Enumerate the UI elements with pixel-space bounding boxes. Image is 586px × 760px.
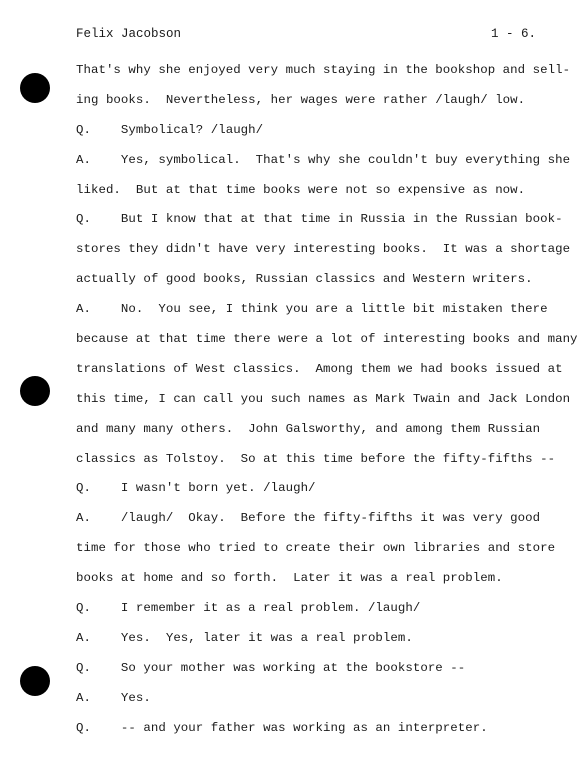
transcript-line: Q. -- and your father was working as an interpreter.	[76, 720, 488, 735]
transcript-line: books at home and so forth. Later it was a real problem.	[76, 571, 503, 586]
transcript-line: time for those who tried to create their own libraries and store	[76, 541, 556, 556]
transcript-line: A. /laugh/ Okay. Before the fifty-fifths it was very good	[76, 511, 541, 526]
transcript-line: and many many others. John Galsworthy, and among them Russian	[76, 421, 541, 436]
binder-hole-top	[20, 73, 50, 103]
page-number: 1 - 6.	[490, 27, 536, 41]
transcript-line: liked. But at that time books were not so expensive as now.	[76, 182, 526, 197]
transcript-line: A. Yes. Yes, later it was a real problem.	[76, 630, 413, 645]
transcript-line: A. Yes.	[76, 690, 151, 705]
transcript-line: Q. So your mother was working at the bookstore --	[76, 660, 466, 675]
transcript-line: Q. Symbolical? /laugh/	[76, 122, 264, 137]
transcript-line: Q. But I know that at that time in Russia in the Russian book-	[76, 212, 563, 227]
transcript-line: That's why she enjoyed very much staying in the bookshop and sell-	[76, 63, 571, 77]
interviewee-name: Felix Jacobson	[76, 27, 182, 41]
transcript-line: A. No. You see, I think you are a little bit mistaken there	[76, 302, 548, 317]
transcript-line: this time, I can call you such names as Mark Twain and Jack London	[76, 391, 571, 406]
transcript-line: A. Yes, symbolical. That's why she couldn't buy everything she	[76, 152, 571, 167]
transcript-line: classics as Tolstoy. So at this time before the fifty-fifths --	[76, 451, 556, 466]
transcript-line: stores they didn't have very interesting books. It was a shortage	[76, 242, 571, 257]
transcript-line: because at that time there were a lot of interesting books and many	[76, 332, 578, 347]
transcript-line: Q. I remember it as a real problem. /laugh/	[76, 601, 421, 616]
transcript-line: actually of good books, Russian classics and Western writers.	[76, 272, 533, 287]
binder-hole-bottom	[20, 666, 50, 696]
transcript-line: ing books. Nevertheless, her wages were rather /laugh/ low.	[76, 92, 526, 107]
transcript-line: translations of West classics. Among them we had books issued at	[76, 361, 563, 376]
transcript-line: Q. I wasn't born yet. /laugh/	[76, 481, 316, 496]
binder-hole-middle	[20, 376, 50, 406]
transcript-body	[76, 56, 578, 743]
